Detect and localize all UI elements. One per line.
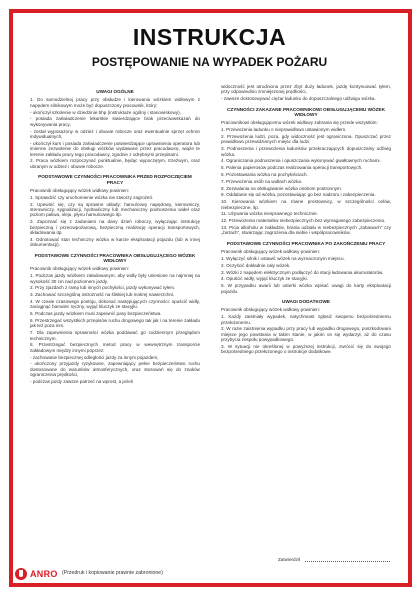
instruction-paragraph: Pracownik obsługujący wózek widłowy powinien: — [30, 266, 130, 272]
section-heading: UWAGI OGÓLNE — [96, 89, 134, 94]
instruction-paragraph: widoczność jest utrudniona przez zbyt duży ładunek, jazdę kontynuować tyłem, przy odpowiednio zmniejszonej prędkości, — [221, 84, 391, 95]
instruction-paragraph: 2. Przewożenia ludzi, poza, gdy widoczność jest ograniczona. Opuszczać przez prawidłowo przewidzianych miejsc dla ludzi. — [221, 134, 391, 145]
instruction-paragraph: 1. Wyłączyć silnik i ustawić wózek na wyznaczonym miejscu. — [221, 256, 345, 262]
instruction-paragraph: Pracownik obsługujący wózek widłowy powinien: — [221, 249, 321, 255]
signature-label: Zatwierdził — [278, 557, 300, 562]
instruction-paragraph: - zachowanie bezpiecznej odległości jazdy za innym pojazdem, — [30, 354, 159, 360]
section-heading: PODSTAWOWE CZYNNOŚCI PRACOWNIKA PO ZAKOŃCZENIU PRACY — [226, 240, 386, 246]
instruction-paragraph: 2. Upewnić się, czy są sprawne układy: hamulcowy napędowy, kierowniczy, sterowniczy, sygnalizacji, hydrauliczny lub mechaniczny podnoszenia wideł oraz poziom paliwa, oleju, płynu hamulcowego itp. — [30, 201, 200, 218]
instruction-paragraph: 9. Oddalanie się od wózka, pozostawiając go bez nadzoru i zabezpieczenia. — [221, 192, 376, 198]
instruction-paragraph: 6. Przestrzegać wszystkich przepisów ruchu drogowego tak jak i na terenie zakładu jak też poza nim. — [30, 318, 200, 329]
instruction-paragraph: 3. W sytuacji nie określonej w powyższej instrukcji, zwrócić się do swojego bezpośredniego przełożonego o instrukcje dodatkowe. — [221, 344, 391, 355]
instruction-paragraph: 2. Praca wózkiem rozpoczynać punktualnie, będąc wypoczętym, trzeźwym, oraz ubranym w odzież i obuwie robocze. — [30, 158, 200, 169]
instruction-paragraph: 13. Picia alkoholu w zakładzie, brania udziału w niebezpiecznych „zabawach” czy „żartach”, stwarzając zagrożenia dla siebie i współpracowników. — [221, 225, 391, 236]
instruction-paragraph: 5. Palenia papierosów podczas realizowania operacji transportowych. — [221, 165, 363, 171]
instruction-paragraph: Pracownik obsługujący wózek widłowy powinien: — [30, 188, 130, 194]
instruction-paragraph: 1. Podczas jazdy wózkiem załadowanym, aby widły były uniesione na najmniej na wysokość 30 cm nad poziomem jazdy. — [30, 273, 200, 284]
instruction-paragraph: 2. Oczyścić dokładnie cały wózek. — [221, 262, 291, 268]
instruction-paragraph: 12. Przewożenia materiałów niebezpiecznych bez wymaganego zabezpieczenia. — [221, 218, 386, 224]
instruction-paragraph: - zawsze dostosowywać ciężar ładunku do dopuszczalnego udźwigu wózka. — [221, 96, 376, 102]
instruction-paragraph: 3. Podnoszenia i przewożenia ładunków przekraczających dopuszczalny udźwig wózka. — [221, 146, 391, 157]
instruction-paragraph: - posiada zaświadczenie lekarskie stwierdzające brak przeciwwskazań do wykonywania pracy, — [30, 116, 200, 127]
instruction-paragraph: 8. Przestrzegać bezpiecznych metod pracy w wewnętrznym transporcie zakładowym między innymi poprzez: — [30, 342, 200, 353]
anro-logo-icon — [15, 568, 27, 580]
instruction-paragraph: - ukończony przyjazdy ryzykowne, zapewniający pełne bezpieczeństwo ruchu dostosowane do warunków atmosferycznych, oraz stosowań się do znaków ograniczenia prędkości, — [30, 361, 200, 378]
instruction-paragraph: 11. Używania wózka niesprawnego technicznie. — [221, 211, 318, 217]
section-heading: UWAGI DODATKOWE — [281, 299, 331, 305]
instruction-paragraph: 3. Wózki z napędem elektrycznym podłączyć do stacji ładowania akumulatorów. — [221, 269, 384, 275]
section-heading: CZYNNOŚCI ZAKAZANE PRACOWNIKOWI OBSŁUGUJĄCEMU WÓZEK WIDŁOWY — [226, 106, 386, 118]
instruction-paragraph: 2. W razie zaistnienia wypadku przy pracy lub wypadku drogowego, poszkodowani miejsce jego powstania w takim stanie, w jakim on się wydarzył, aż do czasu przybycia zespołu powypadkowego. — [221, 326, 391, 343]
instruction-paragraph: 3. Zachować szczególną ostrożność na śliskiej lub mokrej nawierzchni. — [30, 292, 175, 298]
instruction-paragraph: 4. Odnotować stan techniczny wózka w karcie eksploatacji pojazdu (lub w innej dokumentacji). — [30, 236, 200, 248]
instruction-paragraph: 2. Przy zjazdach z ramp lub innych pochyłości, jazdy wykonywać tyłem. — [30, 285, 176, 291]
instruction-paragraph: 3. Zapoznać się z zadaniami na dany dzień roboczy, wyłączając instrukcję bezpieczną i przeciwpożarową, bezpieczną realizację operacji transportowych, składowania itp. — [30, 219, 200, 236]
instruction-paragraph: - podczas jazdy zawsze patrzeć na wprost, a jeżeli — [30, 379, 133, 385]
instruction-paragraph: 10. Kierowania wózkiem na równe prostownicy, w szczególności celów, niebezpieczne, itp. — [221, 199, 391, 210]
instruction-paragraph: 5. W przypadku awarii lub usterki wózka wpisać uwagi do karty eksploatacji pojazdu. — [221, 283, 391, 294]
section-heading: PODSTAWOWE CZYNNOŚCI PRACOWNIKA PRZED ROZPOCZĘCIEM PRACY — [38, 174, 192, 185]
right-column — [221, 84, 391, 356]
brand-name: ANRO — [30, 569, 58, 579]
page-subtitle: POSTĘPOWANIE NA WYPADEK POŻARU — [91, 55, 328, 69]
section-heading: PODSTAWOWE CZYNNOŚCI PRACOWNIKA OBSŁUGUJĄCEGO WÓZEK WIDŁOWY — [34, 252, 196, 264]
instruction-paragraph: - został wyposażony w odzież i obuwie robocze oraz ewentualnie sprzęt ochron indywidualnych, — [30, 128, 200, 140]
instruction-paragraph: 1. Przewożenia ładunku o nieprawidłowo ustawionym widłem. — [221, 127, 347, 133]
signature-line — [305, 561, 390, 562]
brand-logo — [15, 568, 58, 580]
instruction-paragraph: 4. Ograniczania podnoszenia i opuszczania wykonywać gwałtownych ruchami. — [221, 158, 381, 164]
page-title: INSTRUKCJA — [132, 24, 287, 50]
instruction-paragraph: 1. Sprawdzić czy uruchomienie wózka nie stworzy zagrożeń. — [30, 194, 154, 200]
instruction-paragraph: 6. Pozostawiania wózka na pochyłościach. — [221, 172, 308, 178]
left-column — [30, 84, 200, 386]
instruction-paragraph: 7. Przewożenia osób na widłach wózka. — [221, 178, 303, 184]
instruction-paragraph: 1. Każdy zaistniały wypadek, natychmiast zgłosić swojemu bezpośredniemu przełożonemu. — [221, 314, 391, 325]
copyright-note: (Przedruk i kopiowanie prawnie zabronione) — [62, 570, 163, 576]
instruction-paragraph: 8. Zezwalania na obsługiwanie wózka osobom postronnym. — [221, 185, 343, 191]
instruction-paragraph: Pracownik obsługujący wózek widłowy powinien: — [221, 307, 321, 313]
instruction-paragraph: - ukończył kurs i posiada zaświadczenie potwierdzające uprawnienia operatora lub imienne zezwolenie do obsługi wózków wydawane przez pracodawcę, wiąże te terenie zakładu pracy tego pracodawcy, zgodnie z odrębnymi przepisami. — [30, 140, 200, 157]
instruction-paragraph: 5. Podczas jazdy wózkiem musi zapewnić pasy bezpieczeństwa. — [30, 311, 162, 317]
instruction-paragraph: 1. Do samodzielnej pracy przy obsłudze i kierowaniu wózkiem widłowym z napędem silnikowym może być dopuszczony pracownik, który: — [30, 97, 200, 108]
instruction-paragraph: Pracownikowi obsługującemu wózek widłowy zabrania się przede wszystkim: — [221, 120, 378, 126]
instruction-paragraph: - ukończył szkolenie w dziedzinie bhp (instruktaże ogólny i stanowiskowy), — [30, 109, 181, 115]
instruction-paragraph: 4. W czasie czasowego postoju, dokonać następujących czynności: opuścić widły, zaciągnąć hamulec ręczny, wyjąć kluczyk ze stacyjki. — [30, 299, 200, 310]
instruction-paragraph: 4. Opuścić widły, wyjąć kluczyk ze stacyjki. — [221, 276, 308, 282]
instruction-paragraph: 7. Dla zapewnienia sprawności wózka poddawać go codziennym przeglądom technicznym. — [30, 330, 200, 341]
